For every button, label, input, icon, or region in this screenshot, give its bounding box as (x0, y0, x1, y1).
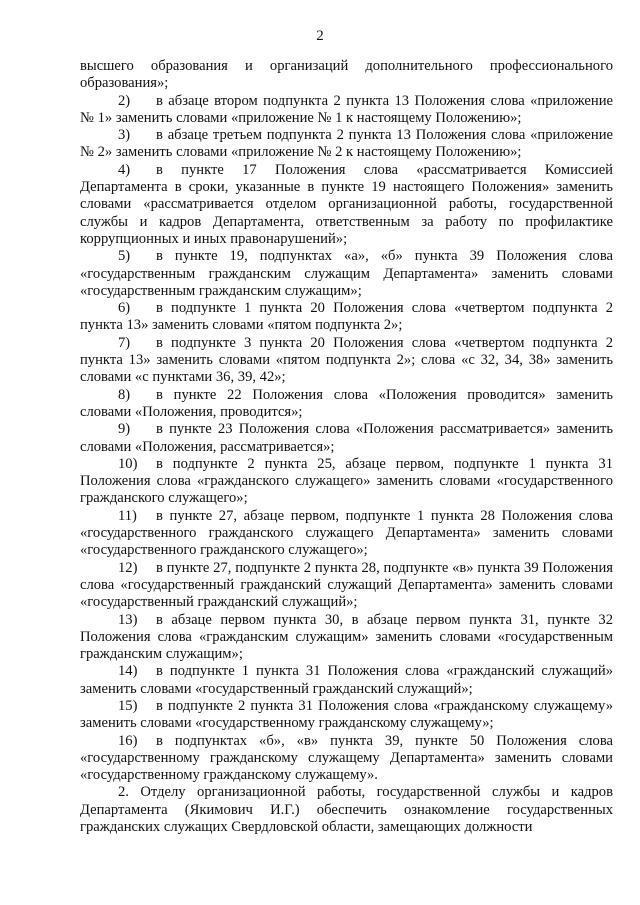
item-number: 13) (118, 611, 138, 628)
list-item (80, 387, 613, 422)
document-body (80, 58, 613, 836)
item-text: в пункте 19, подпунктах «а», «б» пункта 39 Положения слова «государственным гражданским служащим Департамента» заменить словами «государственным гражданским служащим»; (80, 248, 613, 299)
list-item (80, 663, 613, 698)
list-item (80, 335, 613, 387)
list-item (80, 733, 613, 785)
item-text: в абзаце втором подпункта 2 пункта 13 Положения слова «приложение № 1» заменить словами «приложение № 1 к настоящему Положению»; (80, 92, 613, 126)
item-text: в подпункте 2 пункта 25, абзаце первом, подпункте 1 пункта 31 Положения слова «гражданского служащего» заменить словами «государственного гражданского служащего»; (80, 455, 613, 507)
item-number: 10) (118, 455, 138, 472)
list-item (80, 300, 613, 335)
page-number: 2 (316, 28, 324, 44)
list-item (80, 456, 613, 508)
list-item (80, 421, 613, 456)
list-item (80, 93, 613, 128)
item-text: в пункте 27, подпункте 2 пункта 28, подпункте «в» пункта 39 Положения слова «государственный гражданский служащий Департамента» заменить словами «государственный гражданский служащий»; (80, 559, 613, 611)
list-item (80, 508, 613, 560)
item-text: в подпункте 2 пункта 31 Положения слова «гражданскому служащему» заменить словами «государственному гражданскому служащему»; (80, 697, 613, 732)
item-text: в пункте 22 Положения слова «Положения проводится» заменить словами «Положения, проводится»; (80, 386, 613, 420)
item-number: 9) (118, 421, 131, 438)
item-number: 14) (118, 663, 138, 680)
list-item (80, 162, 613, 248)
continuation-paragraph: высшего образования и организаций дополнительного профессионального образования»; (80, 58, 613, 92)
item-text: в подпункте 3 пункта 20 Положения слова «четвертом подпункта 2 пункта 13» заменить словами «пятом подпункта 2»; слова «с 32, 34, 38» заменить словами «с пунктами 36, 39, 42»; (80, 334, 613, 386)
item-text: в пункте 17 Положения слова «рассматривается Комиссией Департамента в сроки, указанные в пункте 19 настоящего Положения» заменить словами «рассматривается отделом организационной работы, государственной службы и кадров Департамента, ответственным за работу по профилактике коррупционных и иных правонарушений»; (80, 161, 613, 247)
item-number: 7) (118, 334, 131, 351)
item-text: в подпункте 1 пункта 31 Положения слова «гражданский служащий» заменить словами «государственный гражданский служащий»; (80, 663, 613, 697)
item-number: 8) (118, 386, 131, 403)
item-text: в подпунктах «б», «в» пункта 39, пункте 50 Положения слова «государственному гражданскому служащему Департамента» заменить словами «государственному гражданскому служащему». (80, 732, 613, 784)
item-number: 3) (118, 127, 131, 144)
list-item (80, 698, 613, 733)
list-item (80, 560, 613, 612)
item-number: 6) (118, 300, 131, 317)
item-number: 5) (118, 248, 131, 265)
item-number: 4) (118, 161, 131, 178)
item-text: в пункте 27, абзаце первом, подпункте 1 пункта 28 Положения слова «государственного гражданского служащего Департамента» заменить словами «государственного гражданского служащего»; (80, 507, 613, 559)
item-number: 12) (118, 559, 138, 576)
item-number: 15) (118, 697, 138, 714)
item-number: 16) (118, 732, 138, 749)
item-text: в абзаце первом пункта 30, в абзаце первом пункта 31, пункте 32 Положения слова «гражданским служащим» заменить словами «государственным гражданским служащим»; (80, 611, 613, 663)
list-item (80, 127, 613, 162)
final-paragraph: 2. Отделу организационной работы, государственной службы и кадров Департамента (Якимович И.Г.) обеспечить ознакомление государственных гражданских служащих Свердловской области, замещающих должности (80, 784, 613, 836)
list-item (80, 612, 613, 664)
item-text: в пункте 23 Положения слова «Положения рассматривается» заменить словами «Положения, рассматривается»; (80, 421, 613, 455)
item-number: 11) (118, 507, 137, 524)
item-text: в абзаце третьем подпункта 2 пункта 13 Положения слова «приложение № 2» заменить словами «приложение № 2 к настоящему Положению»; (80, 127, 613, 161)
item-text: в подпункте 1 пункта 20 Положения слова «четвертом подпункта 2 пункта 13» заменить словами «пятом подпункта 2»; (80, 300, 613, 334)
list-item (80, 248, 613, 300)
item-number: 2) (118, 92, 131, 109)
